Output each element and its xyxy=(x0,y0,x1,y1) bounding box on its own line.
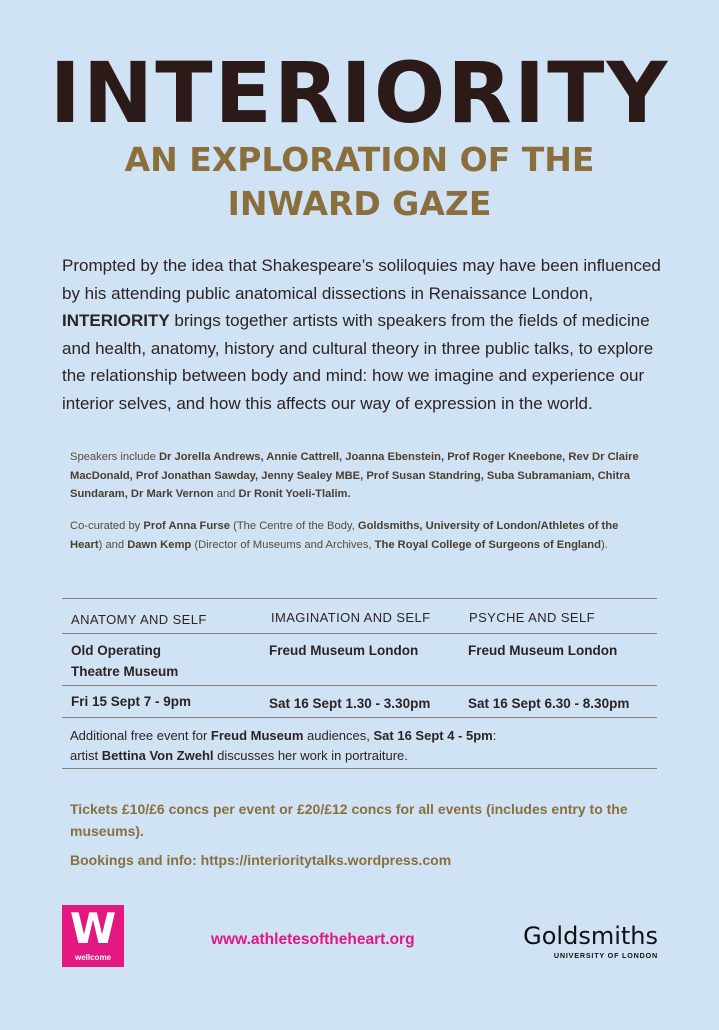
curator-affiliation: Goldsmiths, University of London/Athletes of the Heart xyxy=(70,520,619,551)
intro-project-name: INTERIORITY xyxy=(62,311,170,330)
tickets-info: Tickets £10/£6 concs per event or £20/£12 concs for all events (includes entry to the museums). xyxy=(70,801,628,839)
curated-text: ) and xyxy=(98,538,128,551)
extra-text: audiences, xyxy=(303,728,374,743)
table-divider xyxy=(62,717,657,718)
bookings-info: Bookings and info: https://interioritytalks.wordpress.com xyxy=(70,852,452,868)
extra-text: artist xyxy=(70,748,102,763)
extra-bold: Freud Museum xyxy=(210,728,304,743)
event-1-date: Fri 15 Sept 7 - 9pm xyxy=(71,694,192,709)
extra-text: Additional free event for xyxy=(70,728,211,743)
curator-name: Dawn Kemp xyxy=(127,538,192,551)
speakers-list: Dr Jorella Andrews, Annie Cattrell, Joanna Ebenstein, Prof Roger Kneebone, Rev Dr Claire MacDonald, Prof Jonathan Sawday, Jenny Sealey MBE, Prof Susan Standring, Suba Subramaniam, Chitra Sundaram, Dr Mark Vernon xyxy=(70,451,639,500)
website-link[interactable]: www.athletesoftheheart.org xyxy=(211,931,415,948)
speakers-lead: Speakers include xyxy=(70,451,159,463)
intro-text-2: brings together artists with speakers from the fields of medicine and health, anatomy, history and cultural theory in three public talks, to explore the relationship between body and mind: how we imagine and experience our interior selves, and how this affects our way of expression in the world. xyxy=(62,311,654,413)
intro-text-1: Prompted by the idea that Shakespeare’s soliloquies may have been influenced by his attending public anatomical dissections in Renaissance London, xyxy=(62,256,661,303)
speakers-paragraph xyxy=(70,448,650,504)
event-2-venue: Freud Museum London xyxy=(269,643,419,658)
event-1-venue: Old Operating Theatre Museum xyxy=(71,643,179,679)
curator-name: Prof Anna Furse xyxy=(143,520,230,532)
curated-paragraph xyxy=(70,517,650,554)
extra-text: : xyxy=(492,728,497,743)
table-divider xyxy=(62,633,657,634)
wellcome-logo-letter: W xyxy=(69,904,117,953)
subtitle xyxy=(0,138,719,226)
table-divider xyxy=(62,768,657,769)
event-3-date: Sat 16 Sept 6.30 - 8.30pm xyxy=(468,696,630,711)
goldsmiths-logo: Goldsmiths xyxy=(523,922,658,950)
table-divider xyxy=(62,598,657,599)
wellcome-logo-text: wellcome xyxy=(74,953,111,962)
table-divider xyxy=(62,685,657,686)
subtitle-line-2: INWARD GAZE xyxy=(227,184,492,223)
event-3-venue: Freud Museum London xyxy=(468,643,618,658)
additional-event xyxy=(70,726,650,766)
subtitle-line-1: AN EXPLORATION OF THE xyxy=(124,140,595,179)
curated-text: (The Centre of the Body, xyxy=(230,520,358,532)
intro-paragraph xyxy=(62,252,662,417)
event-1-name: ANATOMY AND SELF xyxy=(71,612,207,627)
speakers-last: Dr Ronit Yoeli-Tlalim. xyxy=(238,488,351,500)
event-2-name: IMAGINATION AND SELF xyxy=(271,610,431,625)
page-title: INTERIORITY xyxy=(49,44,670,142)
speakers-and: and xyxy=(213,488,239,500)
curated-text: Co-curated by xyxy=(70,520,144,532)
curator-affiliation: The Royal College of Surgeons of England xyxy=(374,538,601,551)
extra-artist: Bettina Von Zwehl xyxy=(101,748,214,763)
extra-time: Sat 16 Sept 4 - 5pm xyxy=(373,728,493,743)
event-3-name: PSYCHE AND SELF xyxy=(469,610,595,625)
curated-text: (Director of Museums and Archives, xyxy=(191,538,375,551)
curated-text: ). xyxy=(600,538,608,551)
extra-text: discusses her work in portraiture. xyxy=(213,748,408,763)
event-2-date: Sat 16 Sept 1.30 - 3.30pm xyxy=(269,696,431,711)
wellcome-logo xyxy=(62,905,124,967)
goldsmiths-logo-subtitle: UNIVERSITY OF LONDON xyxy=(553,951,658,960)
